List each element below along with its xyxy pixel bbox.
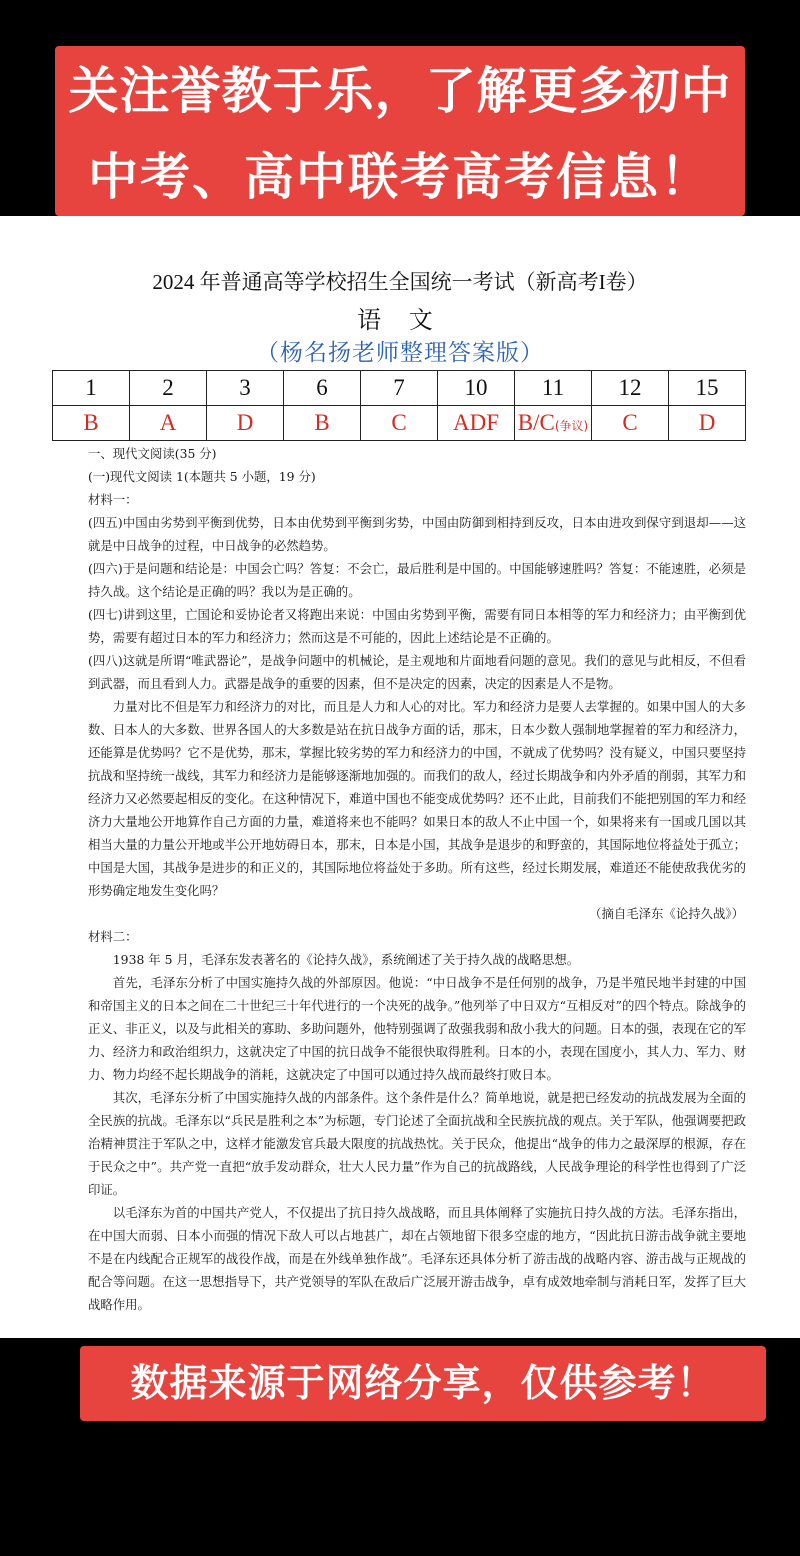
question-number: 1 [53,371,130,406]
material2-label: 材料二： [88,929,138,944]
question-number: 10 [438,371,515,406]
answer-row [53,406,746,441]
exam-title: 2024 年普通高等学校招生全国统一考试（新高考I卷） [152,270,648,294]
material2-paragraph: 以毛泽东为首的中国共产党人，不仅提出了抗日持久战战略，而且具体阐释了实施抗日持久战的方法。毛泽东指出，在中国大而弱、日本小而强的情况下敌人可以占地甚广，却在占领地留下很多空虚的地方，“因此抗日游击战争就主要地不是在内线配合正规军的战役作战，而是在外线单独作战”。毛泽东还具体分析了游击战的战略内容、游击战与正规战的配合等问题。在这一思想指导下，共产党领导的军队在敌后广泛展开游击战争，卓有成效地牵制与消耗日军，发挥了巨大战略作用。 [88,1205,746,1312]
question-number: 12 [592,371,669,406]
answer-cell: B [53,406,130,441]
material2-paragraph: 其次，毛泽东分析了中国实施持久战的内部条件。这个条件是什么？简单地说，就是把已经发动的抗战发展为全面的全民族的抗战。毛泽东以“兵民是胜利之本”为标题，专门论述了全面抗战和全民族抗战的观点。关于军队，他强调要把政治精神贯注于军队之中，这样才能激发官兵最大限度的抗战热忱。关于民众，他提出“战争的伟力之最深厚的根源，存在于民众之中”。共产党一直把“放手发动群众，壮大人民力量”作为自己的抗战路线，人民战争理论的科学性也得到了广泛印证。 [88,1090,746,1197]
answer-cell: ADF [438,406,515,441]
material1-paragraph: (四七)讲到这里，亡国论和妥协论者又将跑出来说：中国由劣势到平衡，需要有同日本相等的军力和经济力；由平衡到优势，需要有超过日本的军力和经济力；然而这是不可能的，因此上述结论是不正确的。 [88,607,746,645]
answer-cell: C [592,406,669,441]
material1-paragraph: (四五)中国由劣势到平衡到优势，日本由优势到平衡到劣势，中国由防御到相持到反攻，日本由进攻到保守到退却——这就是中日战争的过程，中日战争的必然趋势。 [88,515,746,553]
material1-source: （摘自毛泽东《论持久战》） [589,906,744,921]
subject-title: 语 文 [357,306,443,334]
exam-document [0,216,800,1338]
answer-cell: A [130,406,207,441]
answer-value: B/C [517,410,555,435]
material1-paragraph: (四八)这就是所谓“唯武器论”，是战争问题中的机械论，是主观地和片面地看问题的意见。我们的意见与此相反，不但看到武器，而且看到人力。武器是战争的重要的因素，但不是决定的因素，决定的因素是人不是物。 [88,653,746,691]
bottom-disclaimer-banner: 数据来源于网络分享，仅供参考！ [80,1346,766,1421]
answer-cell-disputed [515,406,592,441]
answer-cell: C [361,406,438,441]
material1-body: 力量对比不但是军力和经济力的对比，而且是人力和人心的对比。军力和经济力是要人去掌握的。如果中国人的大多数、日本人的大多数、世界各国人的大多数是站在抗日战争方面的话，那末，日本少数人强制地掌握着的军力和经济力，还能算是优势吗？它不是优势，那末，掌握比较劣势的军力和经济力的中国，不就成了优势吗？没有疑义，中国只要坚持抗战和坚持统一战线，其军力和经济力是能够逐渐地加强的。而我们的敌人，经过长期战争和内外矛盾的削弱，其军力和经济力又必然要起相反的变化。在这种情况下，难道中国也不能变成优势吗？还不止此，目前我们不能把别国的军力和经济力大量地公开地算作自己方面的力量，难道将来也不能吗？如果日本的敌人不止中国一个，如果将来有一国或几国以其相当大量的力量公开地或半公开地妨碍日本，那末，日本是小国，其战争是退步的和野蛮的，其国际地位将益处于孤立；中国是大国，其战争是进步的和正义的，其国际地位将益处于多助。所有这些，经过长期发展，难道还不能使敌我优劣的形势确定地发生变化吗？ [88,699,746,898]
answer-cell: D [207,406,284,441]
material2-paragraph: 1938 年 5 月，毛泽东发表著名的《论持久战》，系统阐述了关于持久战的战略思想。 [112,952,580,967]
reading-passage [88,442,746,1316]
top-banner-line2: 中考、高中联考高考信息！ [88,148,712,206]
top-banner-line1: 关注誉教于乐，了解更多初中 [68,62,732,120]
question-number: 6 [284,371,361,406]
section-heading: 一、现代文阅读(35 分) [88,446,217,461]
question-number: 15 [669,371,746,406]
disputed-note: (争议) [554,419,589,433]
answer-cell: D [669,406,746,441]
editor-note: （杨名扬老师整理答案版） [256,340,544,366]
question-number: 7 [361,371,438,406]
top-promo-banner [55,46,745,216]
answer-cell: B [284,406,361,441]
material1-paragraph: (四六)于是问题和结论是：中国会亡吗？答复：不会亡，最后胜利是中国的。中国能够速胜吗？答复：不能速胜，必须是持久战。这个结论是正确的吗？我以为是正确的。 [88,561,746,599]
material1-label: 材料一： [88,492,138,507]
question-number: 3 [207,371,284,406]
question-number-row [53,371,746,406]
answer-table [52,370,746,441]
question-number: 11 [515,371,592,406]
question-number: 2 [130,371,207,406]
subsection-heading: (一)现代文阅读 1(本题共 5 小题，19 分) [88,469,316,484]
material2-paragraph: 首先，毛泽东分析了中国实施持久战的外部原因。他说：“中日战争不是任何别的战争，乃是半殖民地半封建的中国和帝国主义的日本之间在二十世纪三十年代进行的一个决死的战争。”他列举了中日双方“互相反对”的四个特点。除战争的正义、非正义，以及与此相关的寡助、多助问题外，他特别强调了敌强我弱和敌小我大的问题。日本的强，表现在它的军力、经济力和政治组织力，这就决定了中国的抗日战争不能很快取得胜利。日本的小，表现在国度小，其人力、军力、财力、物力均经不起长期战争的消耗，这就决定了中国可以通过持久战而最终打败日本。 [88,975,746,1082]
